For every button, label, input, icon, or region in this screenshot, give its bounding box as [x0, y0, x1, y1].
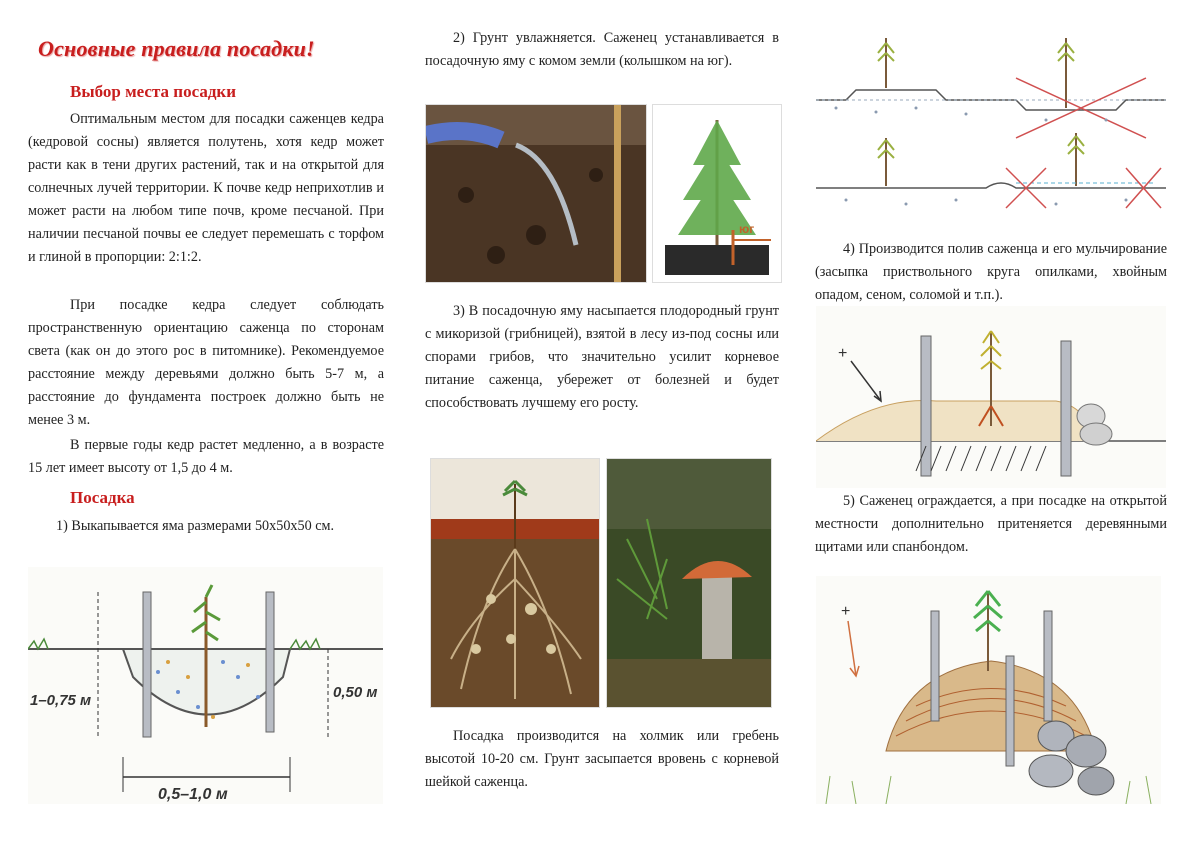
plus-marker-2: + — [841, 603, 851, 620]
paragraph-site-1: Оптимальным местом для посадки саженцев кедра (кедровой сосны) является полутень, хотя кедр может расти как в тени других растений, так и на открытой для солнечных лучей территории. К почве кедр неприхотлив и может расти на любом типе почв, кроме песчаной. При наличии песчаной почвы ее следует перемешать с торфом и глиной в пропорции: 2:1:2. — [28, 111, 384, 265]
mushroom-photo — [606, 458, 772, 708]
section-heading-planting: Посадка — [70, 488, 135, 507]
plus-marker-1: + — [838, 345, 848, 362]
step-2-text: 2) Грунт увлажняется. Саженец устанавливается в посадочную яму с комом земли (колышком на юг). — [425, 30, 779, 69]
section-heading-site: Выбор места посадки — [70, 82, 237, 101]
page-title: Основные правила посадки! — [38, 36, 315, 61]
pit-diagram — [28, 567, 383, 804]
roots-photo — [430, 458, 600, 708]
mound-text: Посадка производится на холмик или гребень высотой 10-20 см. Грунт засыпается вровень с корневой шейкой саженца. — [425, 728, 779, 790]
paragraph-site-2: При посадке кедра следует соблюдать пространственную ориентацию саженца по сторонам света (как он до этого рос в питомнике). Рекомендуемое расстояние между деревьями должно быть 5-7 м, а расстояние до фундамента построек должно быть не менее 3 м. — [28, 297, 384, 428]
mound-vs-pit-diagram — [816, 28, 1166, 222]
step-1-text: 1) Выкапывается яма размерами 50х50х50 см. — [56, 518, 335, 534]
width-label: 0,5–1,0 м — [158, 786, 228, 803]
mulching-diagram — [816, 306, 1166, 488]
seedling-pot-photo — [652, 104, 782, 283]
south-label: юг — [739, 222, 755, 236]
height-label: 0,50 м — [333, 684, 378, 701]
step-4-text: 4) Производится полив саженца и его мульчирование (засыпка приствольного круга опилками, хвойным опадом, сеном, соломой и т.п.). — [815, 241, 1167, 303]
fencing-diagram — [816, 576, 1161, 804]
step-5-text: 5) Саженец ограждается, а при посадке на открытой местности дополнительно притеняется деревянными щитами или спанбондом. — [815, 493, 1167, 555]
watering-photo — [425, 104, 647, 283]
depth-label: 1–0,75 м — [30, 692, 92, 709]
paragraph-site-3: В первые годы кедр растет медленно, а в возрасте 15 лет имеет высоту от 1,5 до 4 м. — [28, 437, 384, 476]
step-3-text: 3) В посадочную яму насыпается плодородный грунт с микоризой (грибницей), взятой в лесу из-под сосны или спорами грибов, что значительно усилит корневое питание саженца, убережет от болезней и будет способствовать лучшему его росту. — [425, 303, 779, 411]
